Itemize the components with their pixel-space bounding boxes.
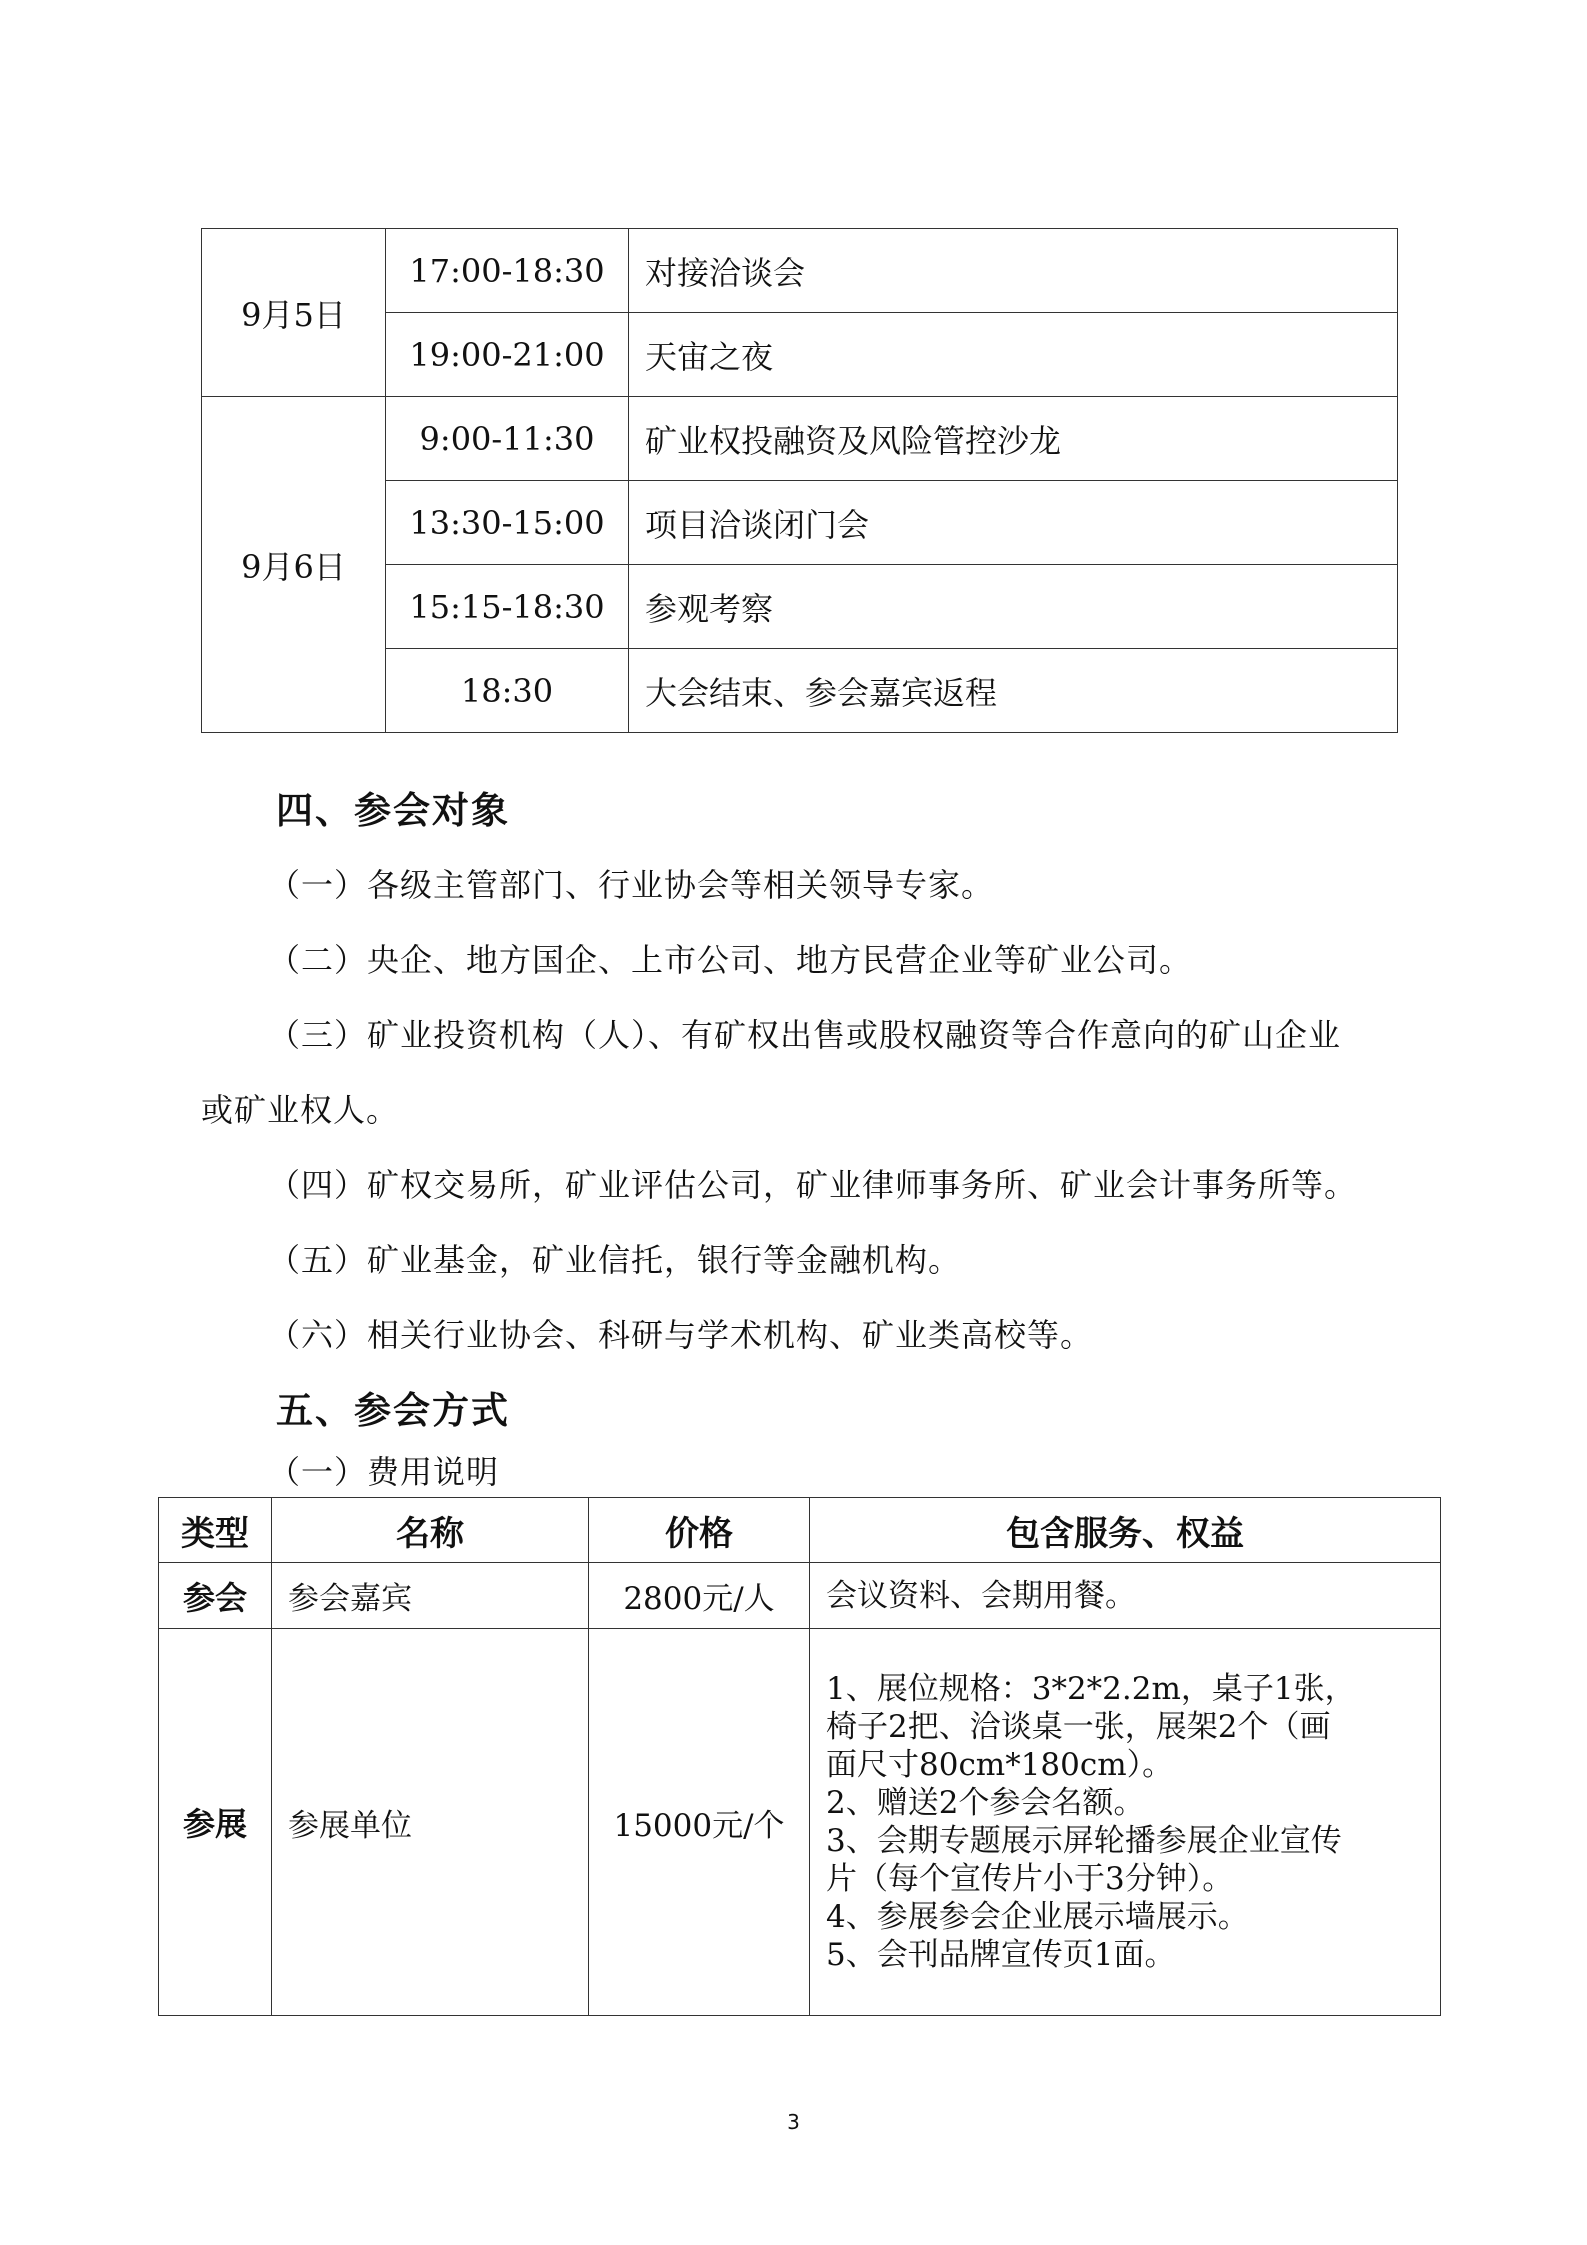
schedule-row (202, 229, 1398, 313)
schedule-time: 18:30 (386, 649, 629, 733)
attendee-item: （三）矿业投资机构（人）、有矿权出售或股权融资等合作意向的矿山企业 (268, 1016, 1342, 1054)
fee-header-type: 类型 (159, 1498, 272, 1563)
fee-subheading: （一）费用说明 (268, 1453, 500, 1491)
schedule-table (201, 228, 1398, 733)
benefit-line: 2、赠送2个参会名额。 (826, 1785, 1145, 1821)
fee-table-header (159, 1498, 1441, 1563)
schedule-row (202, 397, 1398, 481)
schedule-activity: 大会结束、参会嘉宾返程 (629, 649, 1398, 733)
page-number: 3 (787, 2110, 800, 2134)
schedule-activity: 对接洽谈会 (629, 229, 1398, 313)
benefit-line: 1、展位规格：3*2*2.2m，桌子1张， (826, 1671, 1356, 1707)
fee-name: 参展单位 (272, 1629, 589, 2016)
fee-table (158, 1497, 1441, 2016)
fee-type: 参会 (159, 1563, 272, 1629)
fee-price: 15000元/个 (589, 1629, 810, 2016)
fee-header-price: 价格 (589, 1498, 810, 1563)
section-heading-participation: 五、参会方式 (276, 1389, 510, 1432)
fee-row (159, 1563, 1441, 1629)
fee-header-benefits: 包含服务、权益 (810, 1498, 1441, 1563)
benefit-line: 5、会刊品牌宣传页1面。 (826, 1937, 1176, 1973)
section-heading-attendees: 四、参会对象 (276, 789, 510, 832)
fee-price: 2800元/人 (589, 1563, 810, 1629)
fee-benefits (810, 1629, 1441, 2016)
schedule-time: 17:00-18:30 (386, 229, 629, 313)
fee-name: 参会嘉宾 (272, 1563, 589, 1629)
fee-benefits (810, 1563, 1441, 1629)
benefit-line: 片（每个宣传片小于3分钟）。 (826, 1861, 1234, 1897)
schedule-activity: 参观考察 (629, 565, 1398, 649)
attendee-item: （四）矿权交易所，矿业评估公司，矿业律师事务所、矿业会计事务所等。 (268, 1166, 1358, 1204)
benefit-line: 面尺寸80cm*180cm）。 (826, 1747, 1174, 1783)
schedule-time: 9:00-11:30 (386, 397, 629, 481)
benefit-line: 4、参展参会企业展示墙展示。 (826, 1899, 1249, 1935)
attendee-item: （二）央企、地方国企、上市公司、地方民营企业等矿业公司。 (268, 941, 1193, 979)
schedule-time: 13:30-15:00 (386, 481, 629, 565)
benefit-line: 3、会期专题展示屏轮播参展企业宣传 (826, 1823, 1342, 1859)
schedule-activity: 天宙之夜 (629, 313, 1398, 397)
attendee-item: （一）各级主管部门、行业协会等相关领导专家。 (268, 866, 995, 904)
benefit-line: 会议资料、会期用餐。 (826, 1577, 1136, 1614)
schedule-activity: 矿业权投融资及风险管控沙龙 (629, 397, 1398, 481)
attendee-item: （五）矿业基金，矿业信托，银行等金融机构。 (268, 1241, 962, 1279)
fee-type: 参展 (159, 1629, 272, 2016)
attendee-item-continued: 或矿业权人。 (201, 1091, 400, 1129)
fee-row (159, 1629, 1441, 2016)
schedule-time: 15:15-18:30 (386, 565, 629, 649)
benefit-line: 椅子2把、洽谈桌一张，展架2个（画 (826, 1709, 1331, 1745)
schedule-day: 9月6日 (202, 397, 386, 733)
schedule-activity: 项目洽谈闭门会 (629, 481, 1398, 565)
attendee-item: （六）相关行业协会、科研与学术机构、矿业类高校等。 (268, 1316, 1094, 1354)
fee-header-name: 名称 (272, 1498, 589, 1563)
schedule-time: 19:00-21:00 (386, 313, 629, 397)
schedule-day: 9月5日 (202, 229, 386, 397)
